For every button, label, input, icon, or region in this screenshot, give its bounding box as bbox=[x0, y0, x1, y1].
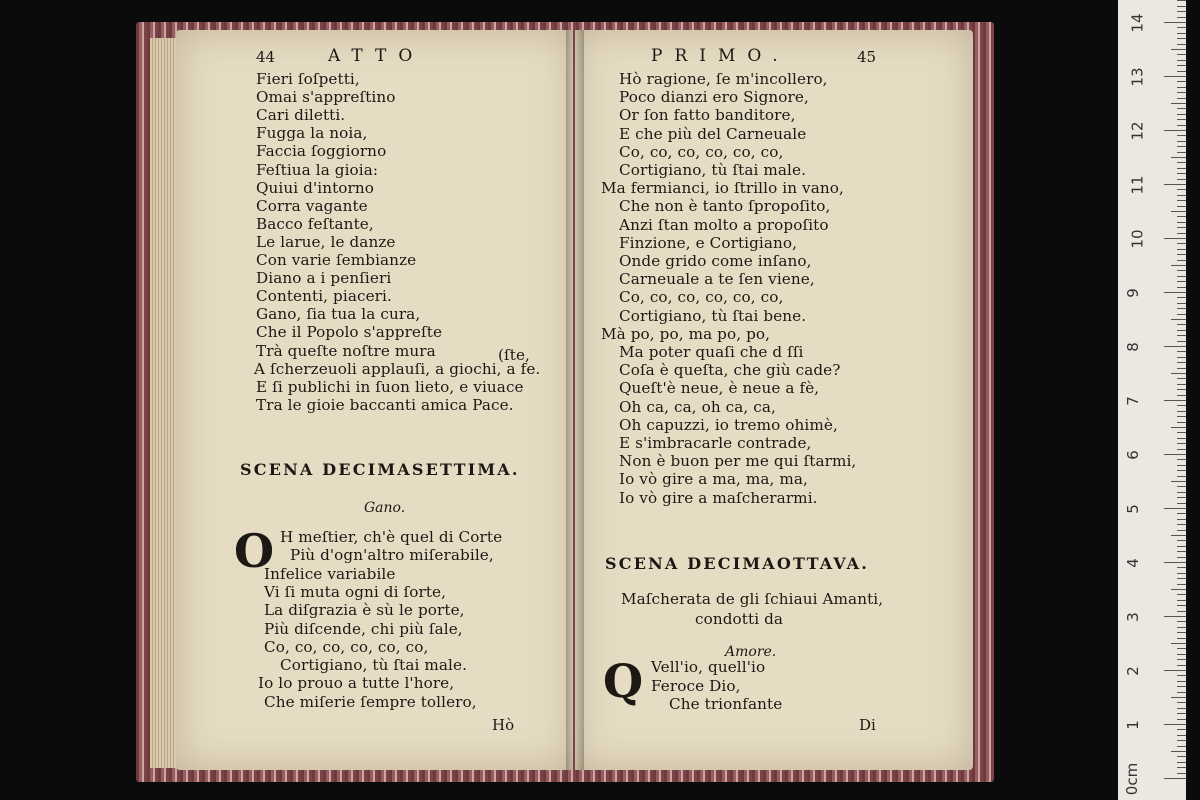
ruler-tick bbox=[1177, 486, 1186, 487]
ruler-tick bbox=[1177, 470, 1186, 471]
verse-line: Non è buon per me qui ſtarmi, bbox=[619, 452, 857, 471]
verse-line: Fieri ſoſpetti, bbox=[256, 70, 360, 88]
ruler-tick bbox=[1177, 98, 1186, 99]
ruler-label: 2 bbox=[1123, 666, 1142, 676]
ruler-tick bbox=[1177, 11, 1186, 12]
right-catchword: Di bbox=[859, 716, 876, 734]
verse-line: Bacco feſtante, bbox=[256, 214, 374, 233]
ruler-tick bbox=[1177, 557, 1186, 558]
ruler-tick bbox=[1164, 22, 1186, 23]
ruler-tick bbox=[1177, 627, 1186, 628]
left-running-head: ATTO bbox=[328, 46, 425, 66]
ruler-tick bbox=[1177, 0, 1186, 1]
verse-line: Co, co, co, co, co, co, bbox=[619, 288, 784, 307]
ruler-tick bbox=[1177, 756, 1186, 757]
measuring-ruler bbox=[1118, 0, 1186, 800]
ruler-tick bbox=[1177, 665, 1186, 666]
ruler-tick bbox=[1177, 368, 1186, 369]
ruler-label: 7 bbox=[1123, 396, 1142, 406]
speaker-amore: Amore. bbox=[725, 644, 777, 660]
ruler-tick bbox=[1177, 189, 1186, 190]
ruler-label: 5 bbox=[1123, 504, 1142, 514]
verse-line: Trà queſte noſtre mura bbox=[256, 341, 436, 360]
ruler-tick bbox=[1177, 33, 1186, 34]
verse-line: Che trionfante bbox=[669, 695, 783, 713]
ruler-tick bbox=[1177, 146, 1186, 147]
drop-cap-q: Q bbox=[603, 654, 644, 708]
ruler-tick bbox=[1177, 173, 1186, 174]
verse-line: E ſi publichi in ſuon lieto, e viuace bbox=[256, 377, 524, 396]
ruler-tick bbox=[1177, 762, 1186, 763]
ruler-tick bbox=[1177, 524, 1186, 525]
ruler-tick bbox=[1177, 114, 1186, 115]
ruler-tick bbox=[1177, 503, 1186, 504]
verse-line: Oh ca, ca, oh ca, ca, bbox=[619, 397, 776, 416]
verse-line: E che più del Carneuale bbox=[619, 124, 807, 143]
ruler-label: 11 bbox=[1128, 175, 1147, 195]
verse-line: Cortigiano, tù ſtai bene. bbox=[619, 306, 807, 325]
overflow-syllable: (ſte, bbox=[498, 346, 530, 364]
ruler-tick bbox=[1177, 324, 1186, 325]
ruler-label: 4 bbox=[1123, 558, 1142, 568]
ruler-tick bbox=[1177, 746, 1186, 747]
speaker-gano: Gano. bbox=[364, 500, 406, 516]
ruler-tick bbox=[1177, 719, 1186, 720]
ruler-tick bbox=[1177, 611, 1186, 612]
ruler-tick bbox=[1177, 71, 1186, 72]
ruler-tick bbox=[1177, 125, 1186, 126]
ruler-tick bbox=[1177, 341, 1186, 342]
ruler-tick bbox=[1164, 454, 1186, 455]
verse-line: Fugga la noia, bbox=[256, 124, 368, 143]
drop-cap-o: O bbox=[234, 524, 275, 578]
verse-line: Faccia ſoggiorno bbox=[256, 142, 387, 161]
ruler-tick bbox=[1177, 6, 1186, 7]
ruler-tick bbox=[1177, 65, 1186, 66]
ruler-tick bbox=[1177, 551, 1186, 552]
ruler-tick bbox=[1177, 519, 1186, 520]
verse-line: Carneuale a te ſen viene, bbox=[619, 270, 815, 289]
ruler-label: 9 bbox=[1123, 288, 1142, 298]
ruler-tick bbox=[1177, 389, 1186, 390]
ruler-tick bbox=[1177, 254, 1186, 255]
ruler-tick bbox=[1177, 179, 1186, 180]
verse-line: Gano, ſia tua la cura, bbox=[256, 305, 421, 324]
verse-line: Che non è tanto ſpropoſito, bbox=[619, 197, 831, 216]
ruler-tick bbox=[1177, 227, 1186, 228]
ruler-tick bbox=[1164, 292, 1186, 293]
ruler-tick bbox=[1177, 713, 1186, 714]
right-page-number: 45 bbox=[857, 48, 877, 66]
ruler-label: 1 bbox=[1123, 720, 1142, 730]
ruler-tick bbox=[1177, 206, 1186, 207]
ruler-tick bbox=[1177, 702, 1186, 703]
ruler-tick bbox=[1177, 243, 1186, 244]
verse-line: Con varie ſembianze bbox=[256, 251, 417, 269]
ruler-tick bbox=[1177, 735, 1186, 736]
ruler-tick bbox=[1177, 92, 1186, 93]
ruler-tick bbox=[1171, 211, 1186, 212]
ruler-tick bbox=[1177, 357, 1186, 358]
ruler-tick bbox=[1177, 303, 1186, 304]
ruler-tick bbox=[1177, 675, 1186, 676]
ruler-label: 12 bbox=[1128, 121, 1147, 141]
ruler-tick bbox=[1164, 616, 1186, 617]
verse-line: Corra vagante bbox=[256, 196, 368, 215]
ruler-tick bbox=[1171, 373, 1186, 374]
ruler-tick bbox=[1177, 740, 1186, 741]
ruler-tick bbox=[1177, 465, 1186, 466]
ruler-tick bbox=[1177, 233, 1186, 234]
verse-line: Oh capuzzi, io tremo ohimè, bbox=[619, 415, 838, 434]
ruler-tick bbox=[1171, 643, 1186, 644]
verse-line: Cortigiano, tù ſtai male. bbox=[619, 161, 807, 179]
ruler-tick bbox=[1177, 405, 1186, 406]
ruler-tick bbox=[1177, 54, 1186, 55]
verse-line: Più diſcende, chi più ſale, bbox=[264, 619, 463, 638]
ruler-tick bbox=[1164, 508, 1186, 509]
ruler-tick bbox=[1164, 400, 1186, 401]
verse-line: E s'imbracarle contrade, bbox=[619, 434, 812, 452]
ruler-tick bbox=[1164, 724, 1186, 725]
ruler-label: 0cm bbox=[1123, 762, 1142, 796]
ruler-tick bbox=[1164, 238, 1186, 239]
verse-line: Che il Popolo s'appreſte bbox=[256, 323, 443, 342]
ruler-tick bbox=[1171, 427, 1186, 428]
ruler-tick bbox=[1177, 162, 1186, 163]
ruler-tick bbox=[1171, 697, 1186, 698]
ruler-tick bbox=[1177, 351, 1186, 352]
ruler-tick bbox=[1171, 481, 1186, 482]
verse-line: Co, co, co, co, co, co, bbox=[619, 142, 784, 161]
ruler-tick bbox=[1177, 621, 1186, 622]
verse-line: Quiui d'intorno bbox=[256, 178, 375, 197]
ruler-tick bbox=[1177, 362, 1186, 363]
verse-line: Io vò gire a ma, ma, ma, bbox=[619, 470, 808, 489]
ruler-tick bbox=[1177, 119, 1186, 120]
verse-line: Più d'ogn'altro miſerabile, bbox=[290, 546, 494, 565]
verse-line: Che miſerie ſempre tollero, bbox=[264, 692, 477, 711]
ruler-tick bbox=[1164, 346, 1186, 347]
masquerade-subtitle-2: condotti da bbox=[695, 610, 784, 628]
ruler-label: 8 bbox=[1123, 342, 1142, 352]
ruler-tick bbox=[1164, 184, 1186, 185]
ruler-tick bbox=[1177, 540, 1186, 541]
ruler-tick bbox=[1177, 692, 1186, 693]
ruler-tick bbox=[1177, 573, 1186, 574]
ruler-tick bbox=[1177, 492, 1186, 493]
ruler-tick bbox=[1177, 638, 1186, 639]
ruler-tick bbox=[1177, 449, 1186, 450]
ruler-label: 3 bbox=[1123, 612, 1142, 622]
verse-line: Feſtiua la gioia: bbox=[256, 160, 379, 179]
book-spine bbox=[566, 30, 584, 770]
ruler-tick bbox=[1177, 270, 1186, 271]
scene-title-18: SCENA DECIMAOTTAVA. bbox=[605, 554, 870, 573]
verse-line: Coſa è queſta, che giù cade? bbox=[619, 361, 841, 380]
verse-line: Queſt'è neue, è neue a fè, bbox=[619, 379, 820, 398]
verse-line: Contenti, piaceri. bbox=[256, 287, 392, 306]
right-page bbox=[575, 30, 973, 770]
verse-line: Anzi ſtan molto a propoſito bbox=[619, 215, 829, 234]
ruler-tick bbox=[1177, 416, 1186, 417]
ruler-tick bbox=[1171, 535, 1186, 536]
ruler-tick bbox=[1177, 17, 1186, 18]
ruler-tick bbox=[1164, 76, 1186, 77]
ruler-tick bbox=[1177, 141, 1186, 142]
verse-line: Ma poter quaſi che d ſſi bbox=[619, 343, 804, 361]
ruler-tick bbox=[1177, 438, 1186, 439]
ruler-tick bbox=[1177, 281, 1186, 282]
ruler-tick bbox=[1177, 195, 1186, 196]
ruler-tick bbox=[1177, 411, 1186, 412]
ruler-tick bbox=[1177, 594, 1186, 595]
ruler-tick bbox=[1177, 654, 1186, 655]
verse-line: H meſtier, ch'è quel di Corte bbox=[280, 528, 503, 546]
verse-line: Vi ſi muta ogni di ſorte, bbox=[264, 582, 447, 601]
ruler-tick bbox=[1177, 546, 1186, 547]
ruler-tick bbox=[1177, 314, 1186, 315]
verse-line: Feroce Dio, bbox=[651, 676, 741, 695]
verse-line: Or ſon fatto banditore, bbox=[619, 106, 796, 125]
ruler-tick bbox=[1177, 81, 1186, 82]
ruler-tick bbox=[1177, 530, 1186, 531]
ruler-tick bbox=[1177, 432, 1186, 433]
ruler-tick bbox=[1177, 443, 1186, 444]
verse-line: Io lo prouo a tutte l'hore, bbox=[258, 674, 455, 693]
ruler-tick bbox=[1171, 265, 1186, 266]
ruler-tick bbox=[1171, 319, 1186, 320]
ruler-tick bbox=[1177, 135, 1186, 136]
ruler-tick bbox=[1171, 49, 1186, 50]
verse-line: Diano a i penſieri bbox=[256, 269, 392, 288]
ruler-tick bbox=[1177, 729, 1186, 730]
ruler-tick bbox=[1177, 681, 1186, 682]
ruler-label: 10 bbox=[1128, 229, 1147, 249]
ruler-label: 13 bbox=[1128, 67, 1147, 87]
ruler-tick bbox=[1171, 157, 1186, 158]
ruler-tick bbox=[1177, 459, 1186, 460]
verse-line: Io vò gire a maſcherarmi. bbox=[619, 488, 818, 507]
ruler-tick bbox=[1177, 773, 1186, 774]
ruler-label: 14 bbox=[1128, 13, 1147, 33]
ruler-tick bbox=[1177, 513, 1186, 514]
ruler-tick bbox=[1177, 152, 1186, 153]
ruler-tick bbox=[1177, 60, 1186, 61]
left-catchword: Hò bbox=[492, 716, 515, 734]
ruler-tick bbox=[1177, 276, 1186, 277]
ruler-tick bbox=[1177, 168, 1186, 169]
right-running-head: PRIMO. bbox=[651, 46, 790, 66]
ruler-tick bbox=[1177, 38, 1186, 39]
ruler-tick bbox=[1164, 130, 1186, 131]
ruler-tick bbox=[1164, 670, 1186, 671]
verse-line: Cortigiano, tù ſtai male. bbox=[280, 656, 468, 675]
ruler-tick bbox=[1177, 200, 1186, 201]
ruler-tick bbox=[1177, 287, 1186, 288]
ruler-tick bbox=[1177, 659, 1186, 660]
ruler-tick bbox=[1177, 216, 1186, 217]
ruler-tick bbox=[1177, 260, 1186, 261]
verse-line: Infelice variabile bbox=[264, 564, 396, 583]
ruler-tick bbox=[1177, 87, 1186, 88]
ruler-tick bbox=[1177, 44, 1186, 45]
ruler-tick bbox=[1177, 578, 1186, 579]
left-page bbox=[176, 30, 573, 770]
ruler-tick bbox=[1177, 476, 1186, 477]
ruler-tick bbox=[1177, 378, 1186, 379]
verse-line: Cari diletti. bbox=[256, 106, 346, 125]
ruler-tick bbox=[1171, 589, 1186, 590]
ruler-tick bbox=[1177, 422, 1186, 423]
verse-line: Poco dianzi ero Signore, bbox=[619, 88, 809, 107]
ruler-tick bbox=[1177, 632, 1186, 633]
ruler-tick bbox=[1177, 330, 1186, 331]
page-edges bbox=[150, 38, 178, 768]
ruler-tick bbox=[1164, 778, 1186, 779]
ruler-tick bbox=[1164, 562, 1186, 563]
verse-line: Onde grido come inſano, bbox=[619, 252, 812, 270]
ruler-tick bbox=[1177, 395, 1186, 396]
ruler-tick bbox=[1177, 767, 1186, 768]
verse-line: A ſcherzeuoli applauſi, a giochi, a fe. bbox=[254, 359, 541, 378]
ruler-tick bbox=[1177, 686, 1186, 687]
verse-line: La diſgrazia è sù le porte, bbox=[264, 601, 465, 620]
ruler-tick bbox=[1177, 297, 1186, 298]
left-page-number: 44 bbox=[256, 48, 276, 66]
ruler-tick bbox=[1177, 384, 1186, 385]
ruler-tick bbox=[1177, 108, 1186, 109]
ruler-tick bbox=[1177, 335, 1186, 336]
ruler-tick bbox=[1177, 600, 1186, 601]
ruler-tick bbox=[1177, 648, 1186, 649]
ruler-tick bbox=[1177, 27, 1186, 28]
verse-line: Finzione, e Cortigiano, bbox=[619, 233, 798, 252]
ruler-tick bbox=[1177, 584, 1186, 585]
verse-line: Le larue, le danze bbox=[256, 232, 396, 251]
verse-line: Hò ragione, ſe m'incollero, bbox=[619, 70, 828, 88]
ruler-tick bbox=[1171, 751, 1186, 752]
verse-line: Co, co, co, co, co, co, bbox=[264, 637, 429, 656]
ruler-tick bbox=[1177, 222, 1186, 223]
ruler-tick bbox=[1177, 605, 1186, 606]
verse-line: Vell'io, quell'io bbox=[651, 658, 766, 676]
verse-line: Tra le gioie baccanti amica Pace. bbox=[256, 395, 514, 414]
ruler-tick bbox=[1171, 103, 1186, 104]
verse-line: Mà po, po, ma po, po, bbox=[601, 324, 771, 343]
ruler-label: 6 bbox=[1123, 450, 1142, 460]
ruler-tick bbox=[1177, 708, 1186, 709]
verse-line: Omai s'appreſtino bbox=[256, 88, 396, 107]
ruler-tick bbox=[1177, 497, 1186, 498]
scene-title-17: SCENA DECIMASETTIMA. bbox=[240, 460, 520, 479]
masquerade-subtitle: Maſcherata de gli ſchiaui Amanti, bbox=[621, 590, 884, 608]
verse-line: Ma fermianci, io ſtrillo in vano, bbox=[601, 179, 844, 198]
ruler-tick bbox=[1177, 567, 1186, 568]
ruler-tick bbox=[1177, 249, 1186, 250]
ruler-tick bbox=[1177, 308, 1186, 309]
